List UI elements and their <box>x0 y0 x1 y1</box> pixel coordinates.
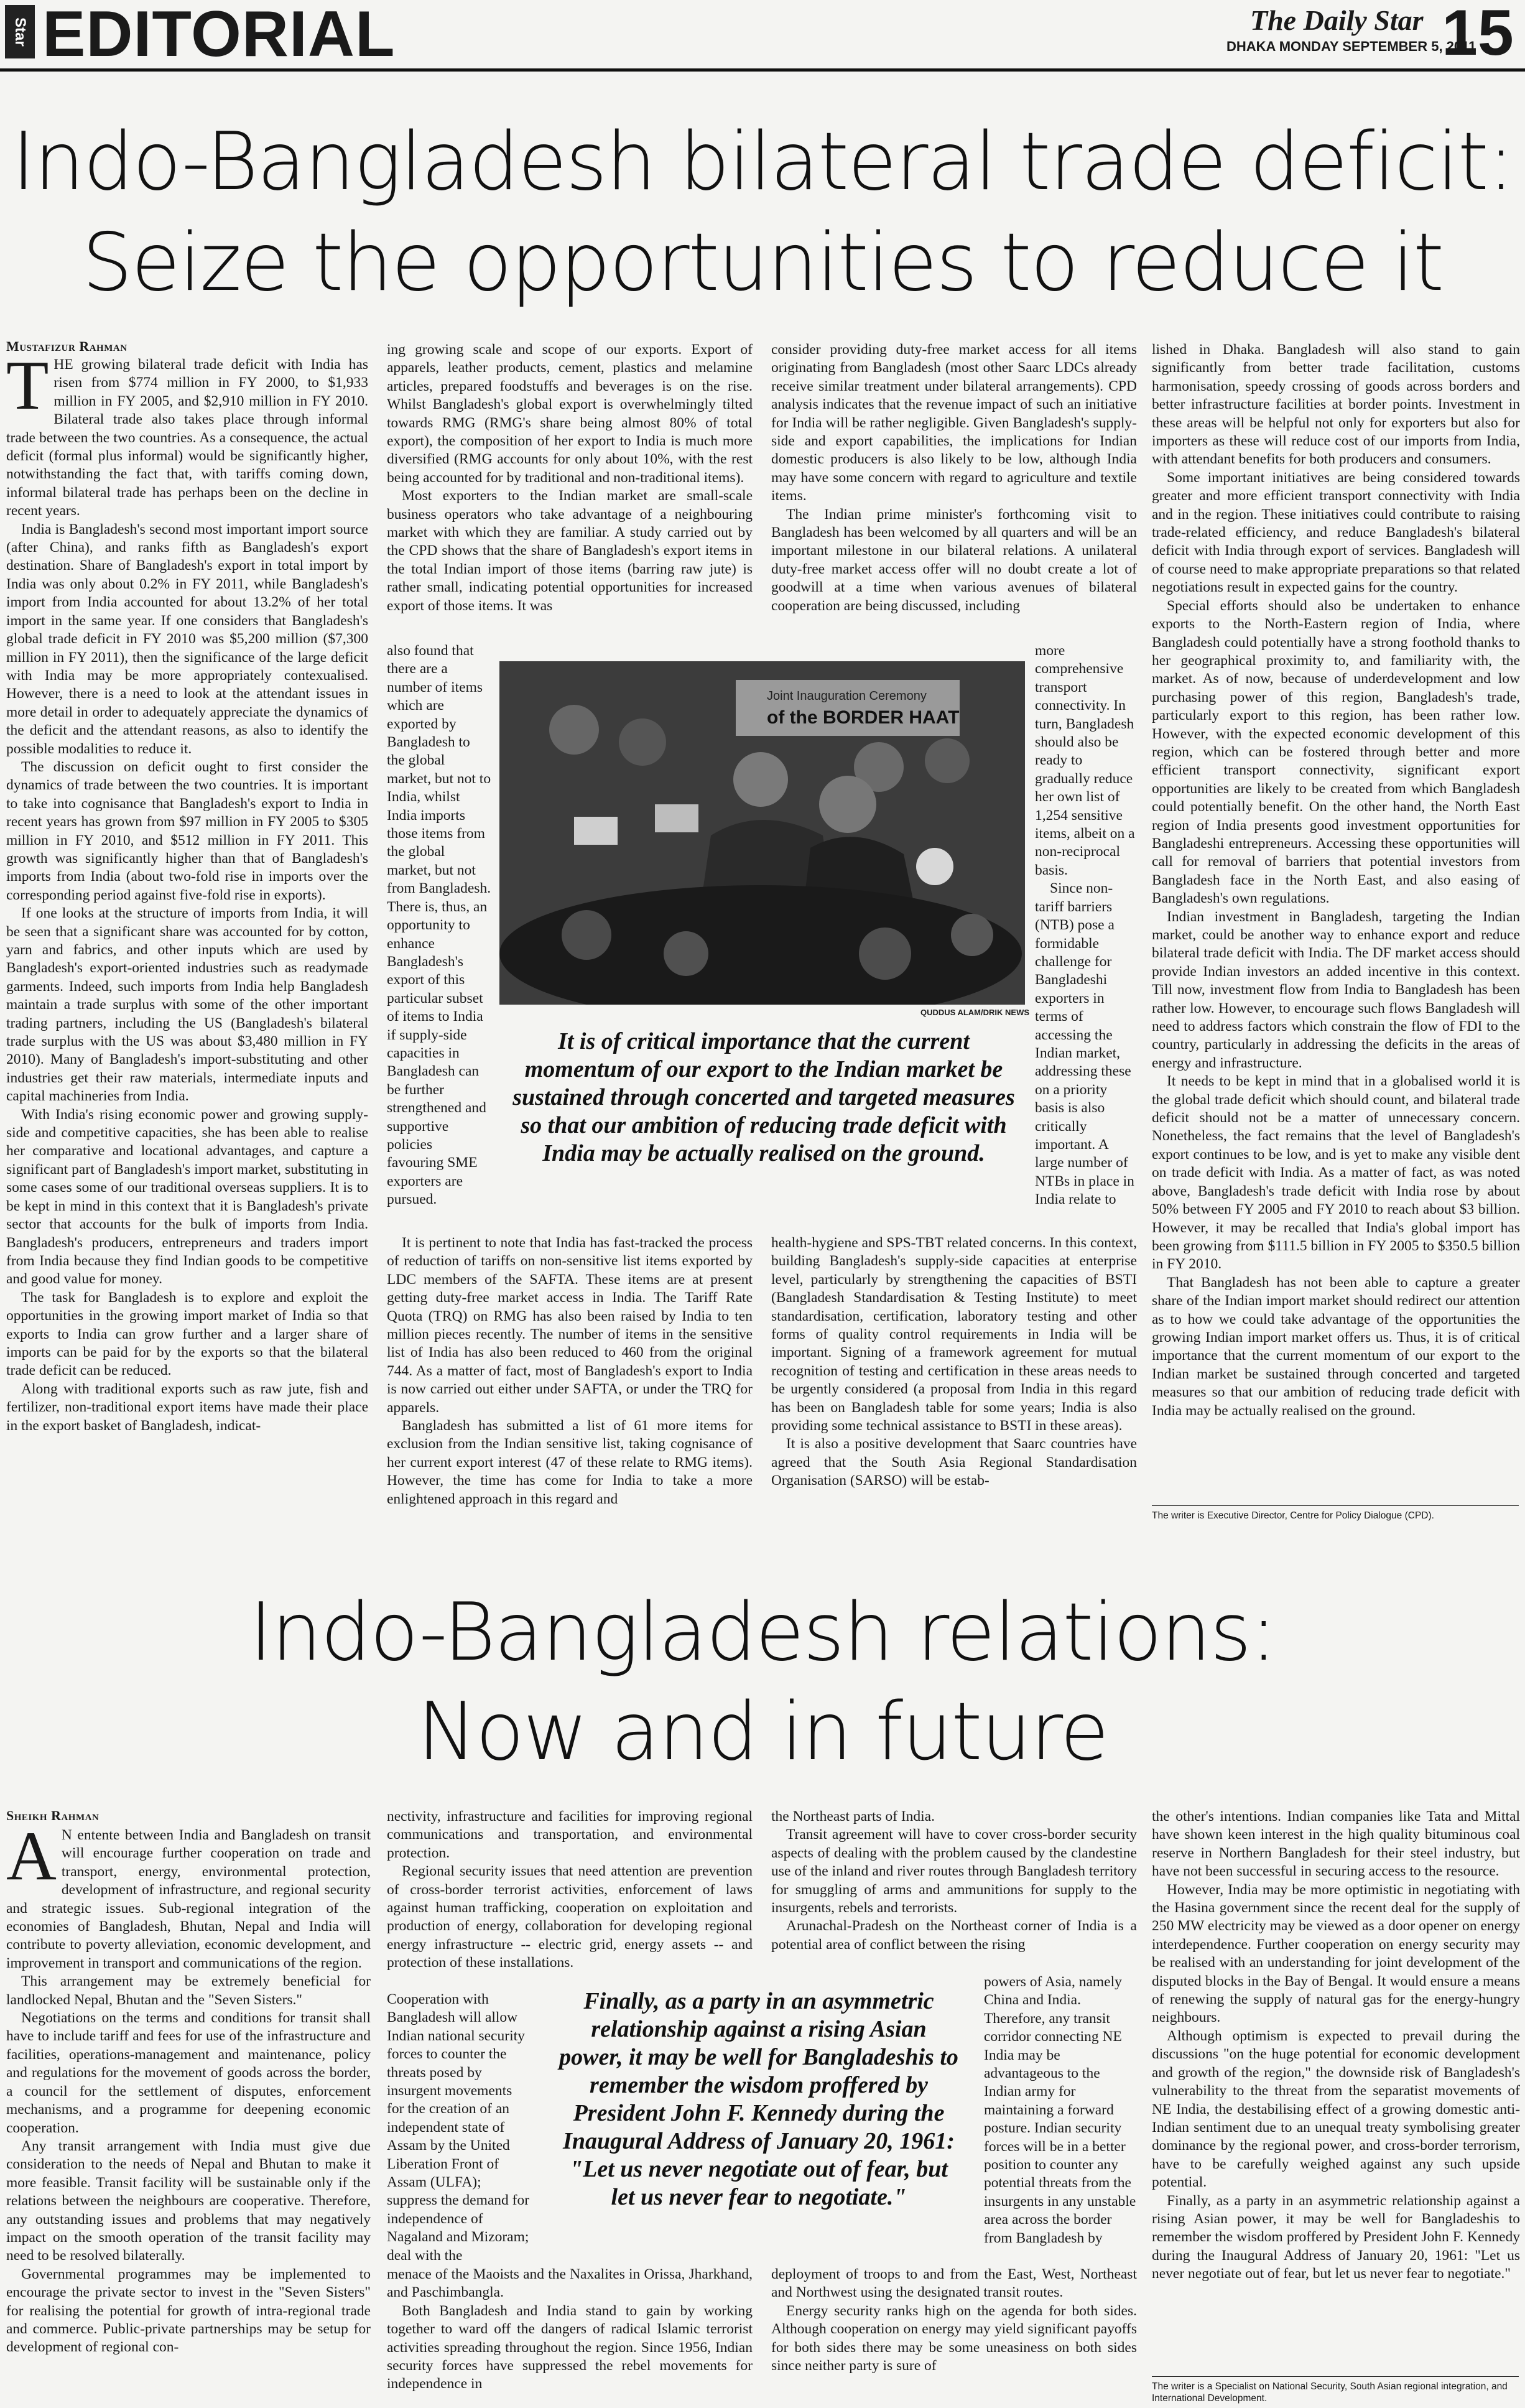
section-title: EDITORIAL <box>42 0 396 70</box>
paragraph: Along with traditional exports such as raw jute, fish and fertilizer, non-traditional export items have made their place in the export basket of Bangladesh, indicat- <box>6 1380 368 1434</box>
paragraph: The discussion on deficit ought to first consider the dynamics of trade between the two countries. It is important to take into cognisance that Bangladesh's export to India in recent years has grown from $97 million in FY 2005 to $305 million in FY 2010, and $512 million in FY 2011. This growth was significantly higher than that of Bangladesh's imports from India (about two-fold rise in imports over the corresponding period against five-fold rise in exports). <box>6 758 368 903</box>
article2-pullquote: Finally, as a party in an asymmetric relationship against a rising Asian power, it may be well for Bangladeshis to remember the wisdom proffered by President John F. Kennedy during the Inaugural Address of January 20, 1961: "Let us never negotiate out of fear, but let us never fear to negotiate." <box>559 1988 958 2210</box>
article2-headline <box>0 1583 1525 1782</box>
article1-headline-line1: Indo-Bangladesh bilateral trade deficit: <box>12 116 1513 208</box>
paragraph: Any transit arrangement with India must give due consideration to the needs of Nepal and Bhutan to make it more feasible. Transit facility will be sustainable only if the relations between the neighbours are cooperative. Therefore, any outstanding issues and problems that may negatively impact on the smooth operation of the transit facility may need to be resolved bilaterally. <box>6 2137 371 2264</box>
paragraph: nectivity, infrastructure and facilities for improving regional communications and transportation, and environmental protection. <box>387 1808 753 1861</box>
paragraph: lished in Dhaka. Bangladesh will also stand to gain significantly from better trade facilitation, customs harmonisation, speedy crossing of goods across borders and better infrastructure facilities at border points. Investment in these areas will be helpful not only for exporters but also for importers as these will reduce cost of our imports from India, with attendant benefits for both producers and consumers. <box>1152 342 1520 468</box>
paragraph: It is pertinent to note that India has fast-tracked the process of reduction of tariffs on non-sensitive list items exported by LDC members of the SAFTA. These items are at present getting duty-free market access in India. The Tariff Rate Quota (TRQ) on RMG has also been raised by India to ten million pieces recently. The number of items in the sensitive list of India has also been reduced to 460 from the original 744. As a matter of fact, most of Bangladesh's export to India is now carried out either under SAFTA, or under the TRQ for apparels. <box>387 1235 753 1416</box>
article2-column-3-narrow <box>984 1973 1137 2266</box>
paragraph: also found that there are a number of items which are exported by Bangladesh to the global market, but not to India, whilst India imports those items from the global market, but not from Bangladesh. There is, thus, an opportunity to enhance Bangladesh's export of this particular subset of items to India if supply-side capacities in Bangladesh can be further strengthened and supportive policies favouring SME exporters are pursued. <box>387 643 491 1208</box>
dropcap: A <box>6 1826 57 1895</box>
paragraph: Regional security issues that need attention are prevention of cross-border terrorist activities, enforcement of laws against human trafficking, cooperation on exploitation and production of energy, collaboration for developing regional energy infrastructure -- electric grid, energy assets -- and protection of these installations. <box>387 1863 753 1971</box>
paragraph: powers of Asia, namely China and India. Therefore, any transit corridor connecting NE India may be advantageous to the Indian army for maintaining a forward posture. Indian security forces will be in a better position to counter any potential threats from the insurgents in any unstable area across the border from Bangladesh by <box>984 1974 1136 2246</box>
paragraph: HE growing bilateral trade deficit with India has risen from $774 million in FY 2000, to $1,933 million in FY 2005, and $2,910 million in FY 2010. Bilateral trade also takes place through informal trade between the two countries. As a consequence, the actual deficit (formal plus informal) would be significantly higher, notwithstanding the fact that, with tariffs coming down, informal bilateral trade has perhaps been on the decline in recent years. <box>6 356 368 519</box>
paragraph: India is Bangladesh's second most important import source (after China), and ranks fifth as Bangladesh's export destination. Share of Bangladesh's export in total import by India was only about 0.2% in FY 2011, while Bangladesh's import from India accounted for about 13.2% of her total import in the same year. If one considers that Bangladesh's global trade deficit in FY 2010 was $5,200 million ($7,300 million in FY 2011), then the significance of the large deficit with India may be more appropriately contexualised. However, there is a need to look at the attendant issues in more detail in order to adequately appreciate the dynamics of the deficit and the attendant reasons, as also to identify the possible modalities to reduce it. <box>6 521 368 757</box>
article1-pullquote: It is of critical importance that the current momentum of our export to the Indian market be sustained through concerted and targeted measures so that our ambition of reducing trade deficit with India may be actually realised on the ground. <box>512 1028 1015 1166</box>
paragraph: If one looks at the structure of imports from India, it will be seen that a significant share was accounted for by cotton, yarn and fabrics, and other inputs which are used by Bangladesh's export-oriented industries such as readymade garments. Indeed, such imports from India help Bangladesh maintain a trade surplus with some of the other important trading partners, including the US (Bangladesh's bilateral trade surplus with the US was about $3,480 million in FY 2010). Many of Bangladesh's import-substituting and other industries get their raw materials, intermediate inputs and capital machineries from India. <box>6 905 368 1105</box>
article1-column-3-top <box>771 341 1137 642</box>
photo-credit: QUDDUS ALAM/DRIK NEWS <box>920 1008 1030 1017</box>
paragraph: This arrangement may be extremely beneficial for landlocked Nepal, Bhutan and the "Seven Sisters." <box>6 1973 371 2008</box>
article2-headline-line1: Indo-Bangladesh relations: <box>249 1586 1276 1679</box>
article1-footnote: The writer is Executive Director, Centre for Policy Dialogue (CPD). <box>1152 1505 1519 1522</box>
paragraph: Cooperation with Bangladesh will allow Indian national security forces to counter the threats posed by insurgent movements for the creation of an independent state of Assam by the United Liberation Front of Assam (ULFA); suppress the demand for independence of Nagaland and Mizoram; deal with the <box>387 1991 530 2264</box>
paragraph: Although optimism is expected to prevail during the discussions "on the huge potential for economic development and growth of the region," the downside risk of Bangladesh's vulnerability to the threat from the separatist movements of NE India, the destabilising effect of a growing domestic anti-Indian sentiment due to an unequal treaty symbolising greater dominance by the regional power, and cross-border terrorism, have to be carefully weighed against any such upside potential. <box>1152 2027 1520 2191</box>
photo-banner-line1: Joint Inauguration Ceremony <box>767 689 927 703</box>
article1-column-1 <box>6 356 368 1538</box>
paragraph: With India's rising economic power and growing supply-side and competitive capacities, she has been able to realise her comparative and locational advantages, and capture a significant part of Bangladesh's import market, substituting in some cases some of our traditional overseas suppliers. It is to be kept in mind in this context that it is Bangladesh's private sector that accounts for the bulk of imports from India. Bangladesh's producers, entrepreneurs and traders import from India because they find Indian goods to be competitive and good value for money. <box>6 1106 368 1288</box>
article2-column-2-bottom <box>387 2266 753 2405</box>
article1-column-2-bottom <box>387 1234 753 1527</box>
paragraph: more comprehensive transport connectivity. In turn, Bangladesh should also be ready to gradually reduce her own list of 1,254 sensitive items, albeit on a non-reciprocal basis. <box>1035 643 1135 878</box>
article1-byline: Mustafizur Rahman <box>6 338 127 354</box>
paragraph: the other's intentions. Indian companies like Tata and Mittal have shown keen interest in the high quality bituminous coal reserve in Northern Bangladesh for their steel industry, but have not been successful in securing access to the resource. <box>1152 1808 1520 1880</box>
page-number: 15 <box>1442 0 1514 69</box>
paragraph: ing growing scale and scope of our exports. Export of apparels, leather products, cement, plastics and melamine articles, prepared foodstuffs and beverages is on the rise. Whilst Bangladesh's global export is overwhelmingly tilted towards RMG (RMG's share being almost 80% of total export), the composition of her export to India is much more diversified (RMG accounts for only about 10%, with the rest being accounted for by traditional and non-traditional items). <box>387 342 753 486</box>
border-haat-photo <box>499 661 1025 1005</box>
paragraph: the Northeast parts of India. <box>771 1808 935 1825</box>
article2-headline-line2: Now and in future <box>417 1686 1108 1778</box>
paragraph: Bangladesh has submitted a list of 61 more items for exclusion from the Indian sensitive list, taking cognisance of her current export interest (47 of these relate to RMG items). However, the time has come for India to take a more enlightened approach in this regard and <box>387 1418 753 1507</box>
paragraph: Indian investment in Bangladesh, targeting the Indian market, could be another way to enhance export and reduce bilateral trade deficit with India. The DF market access should provide Indian investors an added incentive in this context. Till now, investment flow from India to Bangladesh has been rather low. However, to encourage such flows Bangladesh will need to address factors which constrain the flow of FDI to the country, particularly in addressing the deficits in the areas of energy and infrastructure. <box>1152 908 1520 1071</box>
article1-column-2-narrow <box>387 642 491 1233</box>
paragraph: However, India may be more optimistic in negotiating with the Hasina government since the recent deal for the supply of 250 MW electricity may be viewed as a door opener on energy interdependence. Further cooperation on energy security may be realised with an understanding for joint development of the disputed blocks in the Bay of Bengal. It would ensure a means of renewing the supply of natural gas for the energy-hungry neighbours. <box>1152 1881 1520 2026</box>
article1-column-2-top <box>387 341 753 642</box>
photo-banner-line2: of the BORDER HAAT <box>767 707 960 728</box>
paragraph: menace of the Maoists and the Naxalites in Orissa, Jharkhand, and Paschimbangla. <box>387 2266 753 2301</box>
article1-headline <box>0 112 1525 314</box>
paragraph: deployment of troops to and from the East, West, Northeast and Northwest using the designated transit routes. <box>771 2266 1137 2301</box>
article2-column-2-narrow <box>387 1991 531 2264</box>
paragraph: Since non-tariff barriers (NTB) pose a formidable challenge for Bangladeshi exporters in terms of accessing the Indian market, addressing these on a priority basis is also critically important. A large number of NTBs in place in India relate to <box>1035 880 1134 1208</box>
paragraph: N entente between India and Bangladesh on transit will encourage further cooperation on trade and transport, energy, environmental protection, development of infrastructure, and regional security and strategic issues. Sub-regional integration of the economies of Bangladesh, Bhutan, Nepal and India will contribute to poverty alleviation, economic development, and improvement in transport and communications of the region. <box>6 1827 371 1971</box>
article2-column-3-bottom <box>771 2266 1137 2405</box>
paragraph: The task for Bangladesh is to explore and exploit the opportunities in the growing import market of India so that exports to India can grow further and a larger share of imports can be paid for by the exports so that the bilateral trade deficit can be reduced. <box>6 1289 368 1379</box>
star-logo: Star <box>5 5 35 58</box>
paragraph: Energy security ranks high on the agenda for both sides. Although cooperation on energy may yield significant payoffs for both sides there may be some uneasiness on both sides since neither party is sure of <box>771 2302 1137 2374</box>
dropcap: T <box>6 356 49 424</box>
paragraph: health-hygiene and SPS-TBT related concerns. In this context, building Bangladesh's supply-side capacities at enterprise level, particularly by strengthening the capacities of BSTI (Bangladesh Standardisation & Testing Institute) to meet standardisation, certification, laboratory testing and other forms of quality control requirements in India will be important. Signing of a framework agreement for mutual recognition of testing and certification in these areas needs to be urgently considered (a proposal from India in this regard has been on Bangladesh table for some years; India is also providing some technical assistance to BSTI in these areas). <box>771 1235 1137 1434</box>
paragraph: Both Bangladesh and India stand to gain by working together to ward off the dangers of radical Islamic terrorist activities spreading throughout the region. Since 1956, Indian security forces have suppressed the rebel movements for independence in <box>387 2302 753 2392</box>
article1-column-3-narrow <box>1035 642 1137 1232</box>
paragraph: Finally, as a party in an asymmetric relationship against a rising Asian power, it may be well for Bangladeshis to remember the wisdom proffered by President John F. Kennedy during the Inaugural Address of January 20, 1961: "Let us never negotiate out of fear, but let us never fear to negotiate." <box>1152 2192 1520 2282</box>
paragraph: It is also a positive development that Saarc countries have agreed that the South Asia Regional Standardisation Organisation (SARSO) will be estab- <box>771 1436 1137 1489</box>
paragraph: Arunachal-Pradesh on the Northeast corner of India is a potential area of conflict between the rising <box>771 1918 1137 1953</box>
paragraph: Some important initiatives are being considered towards greater and more efficient transport connectivity with India and in the region. These initiatives could contribute to raising trade-related efficiency, and reduce Bangladesh's bilateral deficit with India through export of services. Bangladesh will of course need to make appropriate preparations so that related negotiations result in expected gains for the country. <box>1152 469 1520 596</box>
paragraph: Transit agreement will have to cover cross-border security aspects of dealing with the problem caused by the clandestine use of the inland and river routes through Bangladesh territory for smuggling of arms and ammunitions for supply to the insurgents, rebels and terrorists. <box>771 1826 1137 1917</box>
paragraph: consider providing duty-free market access for all items originating from Bangladesh (most other Saarc LDCs already receive similar treatment under bilateral arrangements). CPD analysis indicates that the revenue impact of such an initiative for India will be rather negligible. Given Bangladesh's supply-side and export capabilities, the implications for Indian domestic producers is also likely to be low, although India may have some concern with regard to agriculture and textile items. <box>771 342 1137 504</box>
paragraph: The Indian prime minister's forthcoming visit to Bangladesh has been welcomed by all quarters and will be an important milestone in our bilateral relations. A unilateral duty-free market access offer will no doubt create a lot of goodwill at a time when various avenues of bilateral cooperation are being discussed, including <box>771 506 1137 614</box>
article2-column-4 <box>1152 1808 1520 2371</box>
paragraph: That Bangladesh has not been able to capture a greater share of the Indian import market should redirect our attention as to how we could take advantage of the opportunities the growing Indian import market offers us. Thus, it is of critical importance that the current momentum of our export to the Indian market be sustained through concerted and targeted measures so that our ambition of reducing trade deficit with India may be actually realised on the ground. <box>1152 1274 1520 1419</box>
article2-footnote: The writer is a Specialist on National Security, South Asian regional integration, and International Development. <box>1152 2376 1519 2404</box>
article2-column-2-top <box>387 1808 753 1991</box>
article2-column-1 <box>6 1826 371 2405</box>
article1-column-4 <box>1152 341 1520 1498</box>
paper-name: The Daily Star <box>1250 4 1424 36</box>
article2-column-3-top <box>771 1808 1137 1973</box>
masthead <box>0 0 1525 72</box>
article1-column-3-bottom <box>771 1234 1137 1527</box>
dateline: DHAKA MONDAY SEPTEMBER 5, 2011 <box>1226 39 1476 54</box>
paragraph: Negotiations on the terms and conditions for transit shall have to include tariff and fees for use of the infrastructure and facilities, operations-management and maintenance, policy and regulations for the movement of goods across the border, a council for the settlement of disputes, enforcement mechanisms, and a programme for deepening economic cooperation. <box>6 2010 371 2136</box>
article1-headline-line2: Seize the opportunities to reduce it <box>81 216 1444 309</box>
paragraph: Governmental programmes may be implemented to encourage the private sector to invest in the "Seven Sisters" for realising the potential for growth of intra-regional trade and commerce. Public-private partnerships may be setup for development of regional con- <box>6 2266 371 2356</box>
article2-byline: Sheikh Rahman <box>6 1808 100 1823</box>
paragraph: Most exporters to the Indian market are small-scale business operators who take advantage of a neighbouring market with which they are familiar. A study carried out by the CPD shows that the share of Bangladesh's export items in the total Indian import of those items (barring raw jute) is rather small, indicating potential opportunities for increased export of those items. It was <box>387 488 753 614</box>
paragraph: Special efforts should also be undertaken to enhance exports to the North-Eastern region of India, where Bangladesh could potentially have a strong foothold thanks to her geographical proximity to, and familiarity with, the market. As of now, because of underdevelopment and low purchasing power of this region, Bangladesh's trade, particularly export to this region, has been rather low. However, with the expected economic development of this region, which can be fostered through better and more efficient transport connectivity, significant export opportunities are likely to be created from which Bangladesh could potentially benefit. On the other hand, the North East region of India presents good investment opportunities for Bangladeshi entrepreneurs. Accessing these opportunities will call for removal of barriers that potential investors from Bangladesh face in the North East, and also easing of Bangladesh's own regulations. <box>1152 597 1520 907</box>
paragraph: It needs to be kept in mind that in a globalised world it is the global trade deficit which should count, and bilateral trade deficit should not be a matter of unnecessary concern. Nonetheless, the fact remains that the level of Bangladesh's export continues to be low, and is yet to make any visible dent on trade deficit with India. As a matter of fact, as was noted above, Bangladesh's trade deficit with India rose by about 50% between FY 2005 and FY 2010 to reach about $3 billion. However, it may be recalled that India's global import has been growing from $111.5 billion in FY 2005 to $350.5 billion in FY 2010. <box>1152 1073 1520 1273</box>
